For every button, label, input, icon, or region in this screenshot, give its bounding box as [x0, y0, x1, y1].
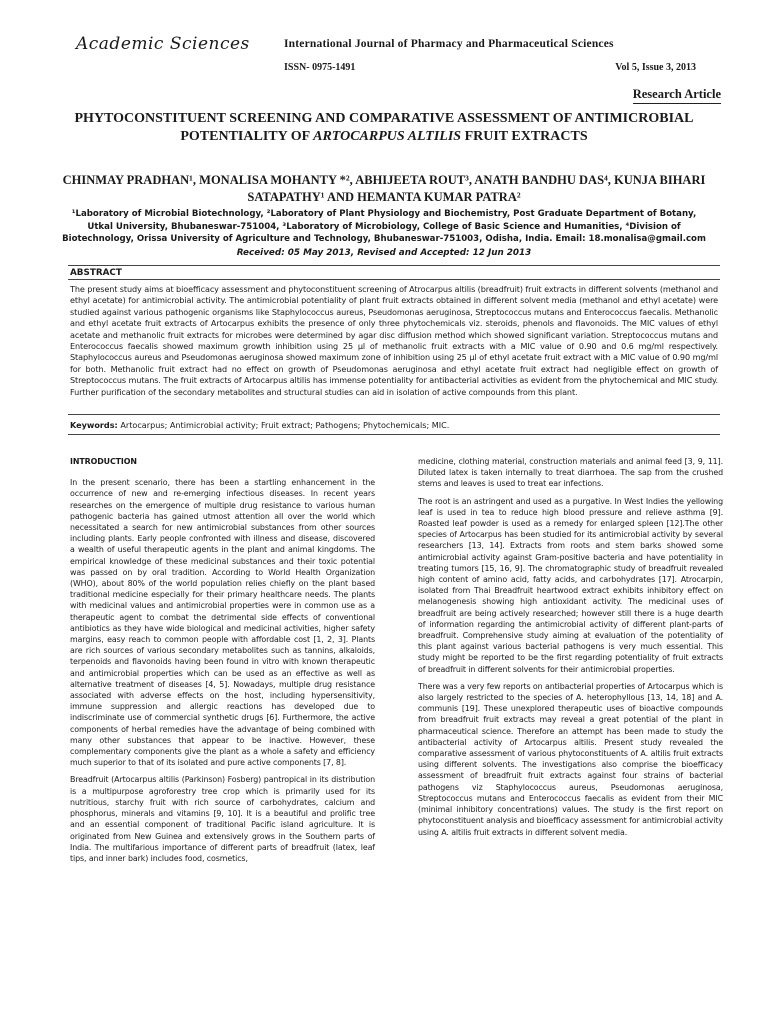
paper-title	[60, 110, 708, 146]
keywords-text: Artocarpus; Antimicrobial activity; Fruit extract; Pathogens; Phytochemicals; MIC.	[120, 420, 450, 430]
affiliations: ¹Laboratory of Microbial Biotechnology, ²Laboratory of Plant Physiology and Biochemistry, Post Graduate Department of Botany, Utkal University, Bhubaneswar-751004, ³Laboratory of Microbiology, College of Basic Science and Humanities, ⁴Division of Biotechnology, Orissa University of Agriculture and Technology, Bhubaneswar-751003, Odisha, India. Email: 18.monalisa@gmail.com	[62, 209, 706, 244]
title-post: FRUIT EXTRACTS	[461, 129, 588, 144]
left-column	[70, 456, 375, 870]
issn: ISSN- 0975-1491	[284, 62, 356, 73]
journal-logo: Academic Sciences	[76, 34, 250, 54]
keywords-bottom-rule	[68, 434, 720, 435]
article-type: Research Article	[633, 87, 721, 104]
received-dates: Received: 05 May 2013, Revised and Accepted: 12 Jun 2013	[236, 248, 532, 258]
paragraph: Breadfruit (Artocarpus altilis (Parkinson) Fosberg) pantropical in its distribution is a multipurpose agroforestry tree crop which is primarily used for its nutritious, starchy fruit with rich source of carbohydrates, calcium and phosphorus, minerals and vitamins [9, 10]. It is a beautiful and prolific tree and an essential component of traditional Pacific island agriculture. It is originated from New Guinea and extensively grows in the Southern parts of India. The multifarious importance of different parts of breadfruit (latex, leaf tips, and inner bark) includes food, cosmetics,	[70, 775, 375, 863]
keywords-label: Keywords:	[70, 420, 118, 430]
section-heading-introduction: INTRODUCTION	[70, 457, 137, 466]
abstract-top-rule	[68, 265, 720, 266]
right-column	[418, 456, 723, 844]
abstract-text: The present study aims at bioefficacy assessment and phytoconstituent screening of Atrocarpus altilis (breadfruit) fruit extracts in different solvents (methanol and ethyl acetate) for antimicrobial activity. The antimicrobial potentiality of plant fruit extracts obtained in different solvent media (methanol and ethyl acetate) were studied against various pathogenic organisms like Staphylococcus aureus, Pseudomonas aeruginosa, Streptococcus mutans and Enterococcus faecalis. Methanolic and ethyl acetate fruit extracts of Artocarpus exhibits the presence of only three phytochemicals viz. steroids, phenols and flavonoids. The MIC values of ethyl acetate and methanolic fruit extracts for microbes were determined by agar disc diffusion method which showed significant variation. Streptococcus mutans and Enterococcus faecalis showed maximum growth inhibition using 25 µl of methanolic fruit extracts with a MIC value of 0.90 and 0.6 mg/ml respectively. Staphylococcus aureus and Pseudomonas aeruginosa showed maximum zone of inhibition using 25 µl of ethyl acetate fruit extract with a MIC value of 0.90 mg/ml for both. Methanolic fruit extract had no effect on growth of Pseudomonas aeruginosa and ethyl acetate fruit extract had negligible effect on growth of Streptococcus mutans. The fruit extracts of Artocarpus altilis has immense potentiality for antibacterial activities as evident from the phytochemical and MIC study. Further purification of the secondary metabolites and structural studies can aid in isolation of active compounds from this plant.	[70, 284, 718, 397]
title-line-2	[60, 128, 708, 146]
paragraph: medicine, clothing material, construction materials and animal feed [3, 9, 11]. Diluted latex is taken internally to treat diarrhoea. The sap from the crushed stems and leaves is used to treat ear infections.	[418, 457, 723, 489]
paragraph: In the present scenario, there has been a startling enhancement in the occurrence of new and re-emerging infectious diseases. In recent years researches on the emergence of multiple drug resistance to various human pathogenic bacteria has gained utmost attention all over the world which necessitated a search for new antimicrobial substances from other sources including plants. Early people confronted with illness and disease, discovered a wealth of useful therapeutic agents in the plant and animal kingdoms. The empirical knowledge of these medicinal substances and their toxic potential was passed on by oral tradition. According to World Health Organization (WHO), about 80% of the world population relies chiefly on the plant based traditional medicine especially for their primary healthcare needs. The plants with medicinal values and antimicrobial properties were in common use as a therapeutic agent to combat the detrimental side effects of conventional antibiotics as they have wide biological and medicinal activities, higher safety margins, easy reach to common people with affordable cost [1, 2, 3]. Plants are rich sources of various secondary metabolites such as tannins, alkaloids, terpenoids and flavonoids having been found in vitro with known therapeutic and antimicrobial properties which can be used as an effective as well as alternative treatment of diseases [4, 5]. Nowadays, multiple drug resistance associated with adverse effects on the host, including hypersensitivity, immune suppression and allergic reactions has developed due to indiscriminate use of commercial synthetic drugs [6]. Furthermore, the active components of herbal remedies have the advantage of being combined with many other substances that appear to be inactive. However, these complementary components give the plant as a whole a safety and efficiency much superior to that of its isolated and pure active components [7, 8].	[70, 478, 375, 768]
keywords	[70, 420, 718, 430]
paragraph: The root is an astringent and used as a purgative. In West Indies the yellowing leaf is used in tea to reduce high blood pressure and relieve asthma [9]. Roasted leaf powder is used as a remedy for enlarged spleen [12].The other species of Artocarpus has been studied for its antimicrobial activity by several researchers [13, 14]. Extracts from roots and stem barks showed some antimicrobial activity against Gram-positive bacteria and have potentiality in treating tumors [15, 16, 9]. The chromatographic study of breadfruit revealed high content of amino acid, fatty acids, and carbohydrates [17]. Atrocarpin, isolated from Thai Breadfruit heartwood extract exhibits inhibitory effect on melanogenesis showing high antioxidant activity. The medicinal uses of breadfruit are being actively researched; however still there is a huge dearth of information regarding the antimicrobial activity of different plant-parts of breadfruit. Comprehensive study aiming at evaluation of the potentiality of this plant against various bacterial pathogens is very much essential. This study might be reported to be the first regarding potentiality of fruit extracts of breadfruit in different solvents for their antimicrobial properties.	[418, 496, 723, 674]
volume-issue: Vol 5, Issue 3, 2013	[615, 62, 696, 73]
authors-line-1: CHINMAY PRADHAN¹, MONALISA MOHANTY *², ABHIJEETA ROUT³, ANATH BANDHU DAS⁴, KUNJA BIHARI	[62, 173, 706, 187]
journal-name: International Journal of Pharmacy and Pharmaceutical Sciences	[284, 38, 614, 50]
authors-line-2: SATAPATHY¹ AND HEMANTA KUMAR PATRA²	[247, 190, 521, 204]
title-pre: POTENTIALITY OF	[180, 129, 314, 144]
paragraph: There was a very few reports on antibacterial properties of Artocarpus which is also largely restricted to the species of A. heterophyllous [13, 14, 18] and A. communis [19]. These unexplored therapeutic uses of bioactive compounds from breadfruit fruit extracts may reveal a great potential of the plant in pharmaceutical science. Therefore an attempt has been made to study the antibacterial activity of Artocarpus altilis. Present study revealed the comparative assessment of various phytoconstituents of A. altilis fruit extracts using different solvents. The investigations also comprise the bioefficacy assessment of breadfruit fruit extracts against four strains of bacterial pathogens viz Staphylococcus aureus, Pseudomonas aeruginosa, Streptococcus mutans and Enterococcus faecalis as evident from their MIC (minimal inhibitory concentrations) values. The study is the first report on phytoconstituent analysis and bioefficacy assessment for antimicrobial activity using A. altilis fruit extracts in different solvent media.	[418, 681, 723, 837]
abstract-heading-rule	[68, 279, 720, 280]
keywords-top-rule	[68, 414, 720, 415]
author-list	[60, 172, 708, 206]
title-species: ARTOCARPUS ALTILIS	[313, 129, 462, 144]
abstract-heading: ABSTRACT	[70, 268, 122, 278]
title-line-1: PHYTOCONSTITUENT SCREENING AND COMPARATIVE ASSESSMENT OF ANTIMICROBIAL	[74, 111, 694, 126]
